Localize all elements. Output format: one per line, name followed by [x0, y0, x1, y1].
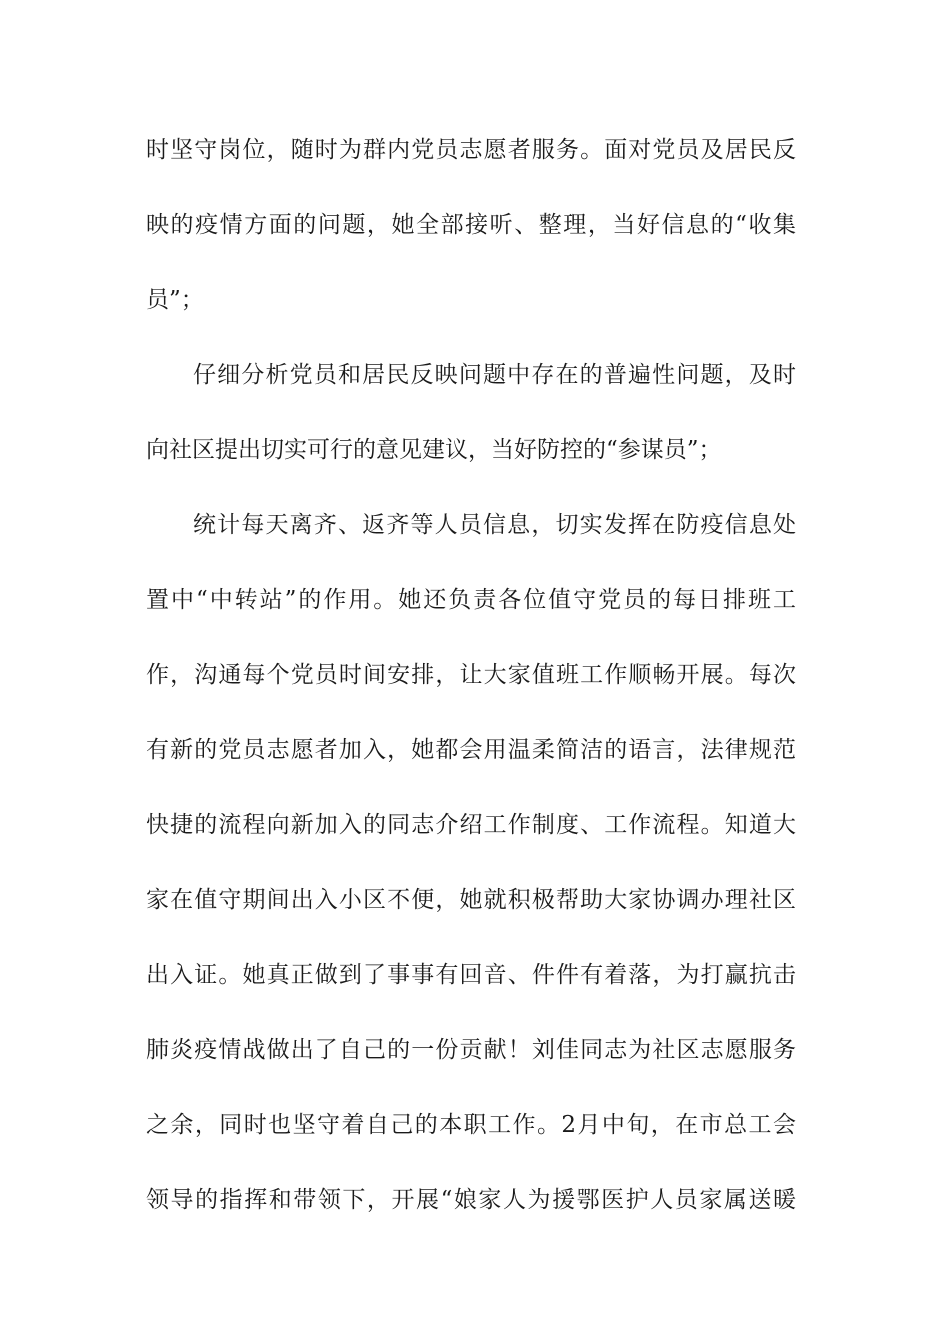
text-line: 映的疫情方面的问题，她全部接听、整理，当好信息的“收集 — [146, 212, 796, 238]
text-line: 时坚守岗位，随时为群内党员志愿者服务。面对党员及居民反 — [146, 137, 796, 163]
text-line: 家在值守期间出入小区不便，她就积极帮助大家协调办理社区 — [146, 887, 796, 913]
text-line: 肺炎疫情战做出了自己的一份贡献！刘佳同志为社区志愿服务 — [146, 1037, 796, 1063]
text-line: 之余，同时也坚守着自己的本职工作。2月中旬，在市总工会 — [146, 1112, 796, 1138]
paragraph-first-line: 仔细分析党员和居民反映问题中存在的普遍性问题，及时 — [193, 362, 796, 388]
text-line: 有新的党员志愿者加入，她都会用温柔简洁的语言，法律规范 — [146, 737, 796, 763]
text-line: 作，沟通每个党员时间安排，让大家值班工作顺畅开展。每次 — [146, 662, 796, 688]
text-line: 出入证。她真正做到了事事有回音、件件有着落，为打赢抗击 — [146, 962, 796, 988]
paragraph-first-line: 统计每天离齐、返齐等人员信息，切实发挥在防疫信息处 — [193, 512, 796, 538]
text-line: 快捷的流程向新加入的同志介绍工作制度、工作流程。知道大 — [146, 812, 796, 838]
text-line: 置中“中转站”的作用。她还负责各位值守党员的每日排班工 — [146, 587, 796, 613]
text-line: 员”； — [146, 287, 204, 313]
text-line: 领导的指挥和带领下，开展“娘家人为援鄂医护人员家属送暖 — [146, 1187, 796, 1213]
text-line: 向社区提出切实可行的意见建议，当好防控的“参谋员”； — [146, 437, 722, 463]
